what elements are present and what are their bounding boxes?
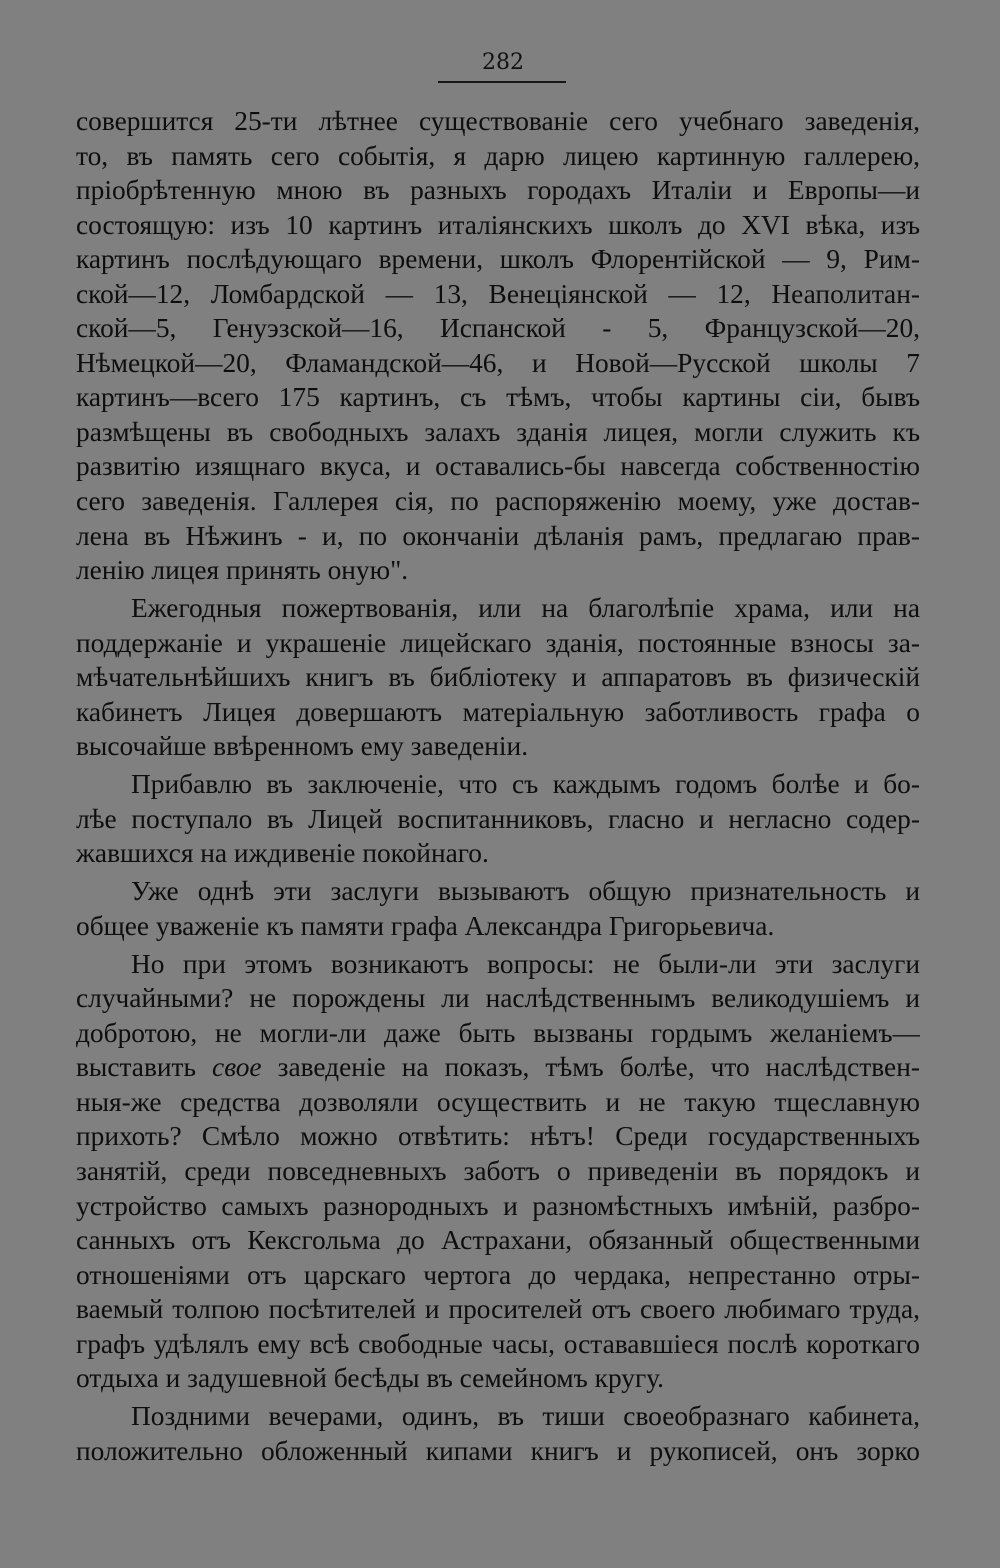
text-line: отдыха и задушевной бесѣды въ семейномъ кругу. [76, 1363, 665, 1394]
text-line: занятій, среди повседневныхъ заботъ о приведеніи въ порядокъ и [76, 1155, 920, 1186]
text-line: мѣчательнѣйшихъ книгъ въ библіотеку и аппаратовъ въ физическій [76, 662, 920, 693]
text-line: добротою, не могли-ли даже быть вызваны гордымъ желаніемъ— [76, 1017, 920, 1048]
emphasized-word: свое [212, 1052, 262, 1083]
text-line-with-emphasis [76, 1050, 920, 1085]
text-line: размѣщены въ свободныхъ залахъ зданія лицея, могли служить къ [76, 416, 920, 447]
text-line: прихоть? Смѣло можно отвѣтить: нѣтъ! Среди государственныхъ [76, 1121, 920, 1152]
text-line: ленію лицея принять оную". [76, 555, 409, 586]
paragraph-2 [76, 591, 920, 764]
text-line: Нѣмецкой—20, Фламандской—46, и Новой—Русской школы 7 [76, 347, 920, 378]
text-line: Ежегодныя пожертвованія, или на благолѣпіе храма, или на [131, 593, 920, 624]
text-line: ныя-же средства дозволяли осуществить и не такую тщеславную [76, 1086, 920, 1117]
text-line: сего заведенія. Галлерея сія, по распоряженію моему, уже достав- [76, 486, 920, 517]
text-line: картинъ послѣдующаго времени, школъ Флорентійской — 9, Рим- [76, 244, 920, 275]
text-line: графъ удѣлялъ ему всѣ свободные часы, остававшіеся послѣ короткаго [76, 1328, 920, 1359]
text-line: поддержаніе и украшеніе лицейскаго зданія, постоянные взносы за- [76, 627, 920, 658]
text-line: то, въ память сего событія, я дарю лицею картинную галлерею, [76, 140, 920, 171]
page-number: 282 [482, 50, 524, 75]
text-line: Но при этомъ возникаютъ вопросы: не были-ли эти заслуги [131, 948, 920, 979]
text-line: лѣе поступало въ Лицей воспитанниковъ, гласно и негласно содер- [76, 803, 920, 834]
text-segment: выставить [76, 1052, 197, 1083]
text-line: санныхъ отъ Кексгольма до Астрахани, обязанный общественными [76, 1225, 920, 1256]
text-line: ской—12, Ломбардской — 13, Венеціянской — 12, Неаполитан- [76, 278, 920, 309]
text-line: общее уваженіе къ памяти графа Александра Григорьевича. [76, 910, 775, 941]
page-number-rule [438, 81, 566, 83]
body-text [76, 104, 920, 1468]
text-line: жавшихся на иждивеніе покойнаго. [76, 838, 489, 869]
text-line: отношеніями отъ царскаго чертога до чердака, непрестанно отры- [76, 1259, 920, 1290]
text-line: устройство самыхъ разнородныхъ и разномѣстныхъ имѣній, разбро- [76, 1190, 920, 1221]
text-line: развитію изящнаго вкуса, и оставались-бы навсегда собственностію [76, 451, 920, 482]
text-line: ваемый толпою посѣтителей и просителей отъ своего любимаго труда, [76, 1294, 920, 1325]
text-line: картинъ—всего 175 картинъ, съ тѣмъ, чтобы картины сіи, бывъ [76, 382, 920, 413]
text-line: Поздними вечерами, одинъ, въ тиши своеобразнаго кабинета, [131, 1401, 920, 1432]
text-line: случайными? не порождены ли наслѣдственнымъ великодушіемъ и [76, 983, 920, 1014]
text-line: лена въ Нѣжинъ - и, по окончаніи дѣланія рамъ, предлагаю прав- [76, 520, 920, 551]
text-line: высочайше ввѣренномъ ему заведеніи. [76, 731, 529, 762]
text-line: Прибавлю въ заключеніе, что съ каждымъ годомъ болѣе и бо- [131, 769, 920, 800]
text-segment: заведеніе на показъ, тѣмъ болѣе, что наслѣдствен- [277, 1052, 920, 1083]
text-line: пріобрѣтенную мною въ разныхъ городахъ Италіи и Европы—и [76, 175, 920, 206]
text-line: совершится 25-ти лѣтнее существованіе сего учебнаго заведенія, [76, 106, 920, 136]
paragraph-1 [76, 104, 920, 588]
text-line: положительно обложенный кипами книгъ и рукописей, онъ зорко [76, 1435, 920, 1466]
text-line: Уже однѣ эти заслуги вызываютъ общую признательность и [131, 876, 920, 907]
paragraph-5 [76, 947, 920, 1396]
text-line: кабинетъ Лицея довершаютъ матеріальную заботливость графа о [76, 696, 920, 727]
text-line: ской—5, Генуэзской—16, Испанской - 5, Французской—20, [76, 313, 920, 344]
text-line: состоящую: изъ 10 картинъ италіянскихъ школъ до XVI вѣка, изъ [76, 209, 920, 240]
paragraph-3 [76, 767, 920, 871]
paragraph-6 [76, 1399, 920, 1468]
paragraph-4 [76, 874, 920, 943]
